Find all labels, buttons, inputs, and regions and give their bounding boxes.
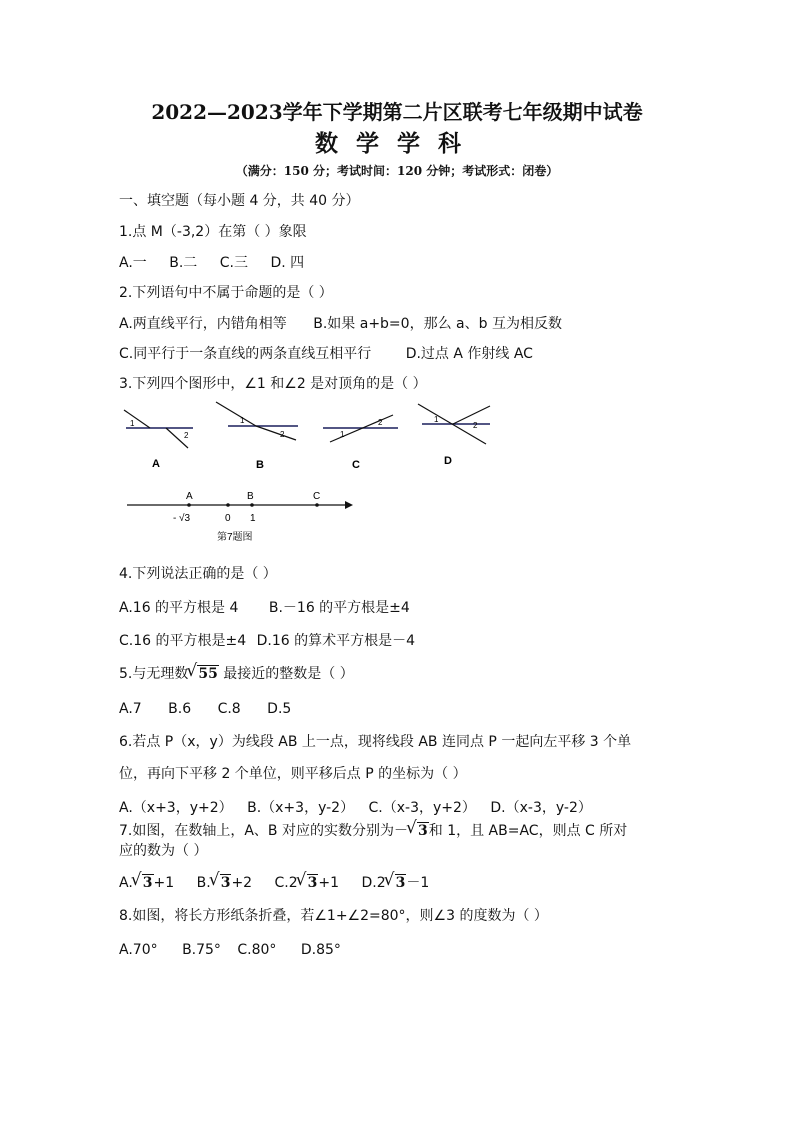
option-suffix: +1 — [153, 875, 175, 891]
stem-text: 和 1，且 AB=AC，则点 C 所对 — [428, 823, 628, 839]
option: D.85° — [300, 942, 341, 958]
option-suffix: +1 — [318, 875, 340, 891]
figure-label: B — [256, 459, 264, 471]
option: A.一 — [119, 255, 147, 271]
figure-label: C — [352, 459, 360, 471]
option-prefix: B. — [196, 875, 211, 891]
option: D.16 的算术平方根是－4 — [256, 633, 415, 649]
square-root — [386, 873, 407, 893]
question-7-stem-line2: 应的数为（ ） — [119, 843, 208, 859]
option: B.6 — [168, 701, 192, 717]
tick-label: 1 — [250, 513, 256, 524]
question-8-stem: 8.如图，将长方形纸条折叠，若∠1+∠2=80°，则∠3 的度数为（ ） — [119, 908, 548, 924]
point-label-a: A — [186, 491, 193, 502]
figure-label: D — [444, 455, 452, 467]
option: C.16 的平方根是±4 — [119, 633, 247, 649]
square-root — [133, 873, 154, 893]
question-7-options — [119, 873, 429, 893]
stem-text: 7.如图，在数轴上，A、B 对应的实数分别为－ — [119, 823, 408, 839]
stem-text: 最接近的整数是（ ） — [218, 666, 354, 682]
angle-label: 1 — [130, 419, 135, 428]
option: C.（x-3，y+2） — [368, 800, 476, 816]
question-7-stem-line1 — [119, 821, 627, 841]
option-prefix: A. — [119, 875, 133, 891]
tick-label: - — [173, 513, 177, 524]
section-heading: 一、填空题（每小题 4 分，共 40 分） — [119, 193, 360, 209]
radicand: 3 — [220, 875, 231, 891]
option: B.75° — [182, 942, 221, 958]
radicand: 55 — [198, 666, 218, 682]
radicand: 3 — [142, 875, 153, 891]
figure-c — [323, 415, 398, 471]
option: A.70° — [119, 942, 158, 958]
exam-title: 2022—2023学年下学期第二片区联考七年级期中试卷 — [151, 100, 643, 124]
angle-label: 1 — [340, 430, 345, 439]
option: B.－16 的平方根是±4 — [268, 600, 410, 616]
figure-d — [418, 404, 490, 467]
option: C.三 — [219, 255, 248, 271]
option: A.（x+3，y+2） — [119, 800, 233, 816]
question-1-stem: 1.点 M（-3,2）在第（ ）象限 — [119, 224, 307, 240]
option: B.如果 a+b=0，那么 a、b 互为相反数 — [313, 316, 562, 332]
option: C.8 — [217, 701, 241, 717]
radicand: 3 — [395, 875, 406, 891]
option: A.16 的平方根是 4 — [119, 600, 239, 616]
option-suffix: －1 — [406, 875, 430, 891]
question-4-stem: 4.下列说法正确的是（ ） — [119, 566, 277, 582]
option: C.同平行于一条直线的两条直线互相平行 — [119, 346, 372, 362]
question-4-options-row2 — [119, 631, 415, 651]
option: A.7 — [119, 701, 142, 717]
option: D.（x-3，y-2） — [490, 800, 592, 816]
option: B.二 — [169, 255, 198, 271]
angle-label: 2 — [473, 421, 478, 430]
question-3-figures — [118, 400, 498, 475]
square-root — [298, 873, 319, 893]
angle-label: 2 — [184, 431, 189, 440]
point-label-b: B — [247, 491, 254, 502]
question-5-options — [119, 699, 291, 719]
option: C.80° — [237, 942, 277, 958]
tick-label: √3 — [179, 513, 191, 524]
stem-text: 5.与无理数 — [119, 666, 189, 682]
question-6-options — [119, 798, 592, 818]
option: B.（x+3，y-2） — [247, 800, 355, 816]
question-4-options-row1 — [119, 598, 410, 618]
radicand: 3 — [418, 823, 428, 839]
question-6-stem-line2: 位，再向下平移 2 个单位，则平移后点 P 的坐标为（ ） — [119, 766, 467, 782]
option-suffix: +2 — [231, 875, 253, 891]
question-1-options — [119, 253, 322, 273]
question-2-options-row2 — [119, 344, 533, 364]
option-prefix: C.2 — [274, 875, 298, 891]
option — [119, 875, 174, 891]
subject-title: 数学学科 — [315, 130, 479, 157]
radicand: 3 — [307, 875, 318, 891]
option: A.两直线平行，内错角相等 — [119, 316, 287, 332]
figure-a — [124, 410, 193, 470]
question-3-stem: 3.下列四个图形中，∠1 和∠2 是对顶角的是（ ） — [119, 376, 427, 392]
option: D. 四 — [270, 255, 305, 271]
question-5-stem — [119, 664, 354, 684]
square-root — [408, 821, 429, 841]
number-line-figure — [125, 488, 360, 546]
square-root — [211, 873, 232, 893]
option — [362, 875, 430, 891]
angle-label: 2 — [280, 430, 285, 439]
option — [275, 875, 340, 891]
figure-label: A — [152, 458, 160, 470]
question-8-options — [119, 940, 341, 960]
question-6-stem-line1: 6.若点 P（x，y）为线段 AB 上一点，现将线段 AB 连同点 P 一起向左平移 3 个单 — [119, 734, 632, 750]
figure-b — [216, 402, 298, 471]
option: D.5 — [267, 701, 292, 717]
option — [197, 875, 252, 891]
angle-label: 1 — [434, 415, 439, 424]
option: D.过点 A 作射线 AC — [405, 346, 533, 362]
question-2-options-row1 — [119, 314, 562, 334]
angle-label: 1 — [240, 416, 245, 425]
point-label-c: C — [313, 491, 321, 502]
question-2-stem: 2.下列语句中不属于命题的是（ ） — [119, 285, 333, 301]
tick-label: 0 — [225, 513, 231, 524]
exam-info: （满分：150 分；考试时间：120 分钟；考试形式：闭卷） — [235, 164, 559, 178]
square-root — [188, 664, 218, 684]
option-prefix: D.2 — [361, 875, 386, 891]
figure-caption: 第7题图 — [217, 532, 253, 543]
angle-label: 2 — [378, 418, 383, 427]
